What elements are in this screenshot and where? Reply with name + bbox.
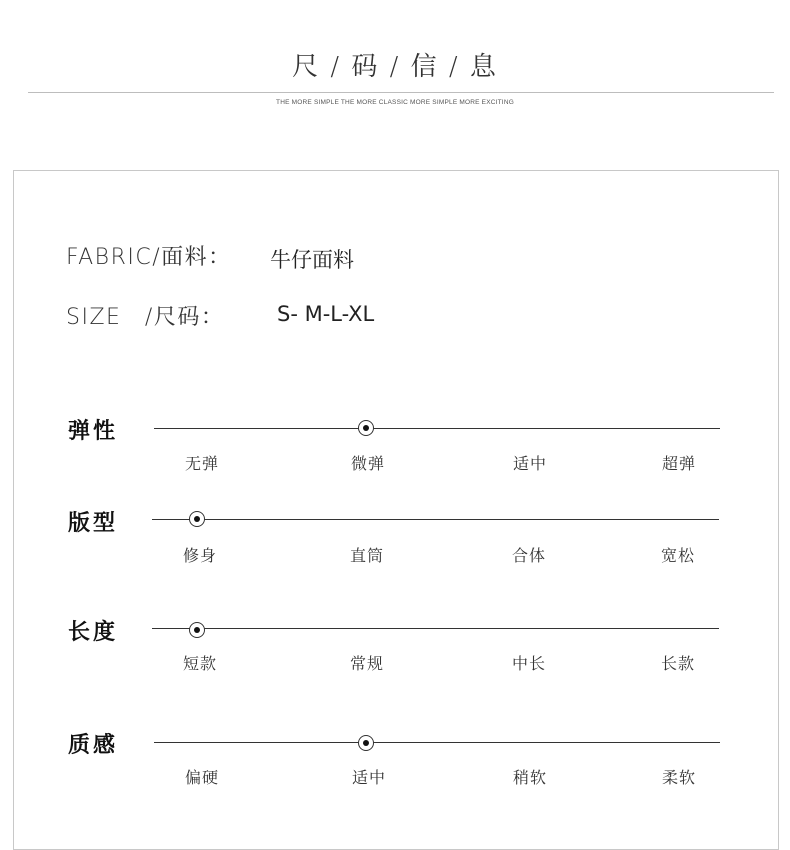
length-option: 中长 bbox=[511, 654, 546, 673]
length-option: 短款 bbox=[182, 654, 217, 673]
size-value: S- M-L-XL bbox=[277, 302, 375, 326]
texture-option: 适中 bbox=[351, 768, 386, 787]
fabric-value: 牛仔面料 bbox=[270, 248, 354, 272]
length-scale-track bbox=[152, 628, 719, 629]
page-title: 尺 / 码 / 信 / 息 bbox=[292, 52, 498, 82]
page-subtitle: THE MORE SIMPLE THE MORE CLASSIC MORE SIMPLE MORE EXCITING bbox=[276, 99, 514, 106]
fabric-label: FABRIC/面料： bbox=[66, 245, 232, 270]
length-selected-marker bbox=[189, 622, 205, 638]
fit-option: 合体 bbox=[511, 546, 546, 565]
fit-option: 宽松 bbox=[660, 546, 695, 565]
fit-selected-marker bbox=[189, 511, 205, 527]
texture-selected-marker bbox=[358, 735, 374, 751]
fit-option: 直筒 bbox=[349, 546, 384, 565]
attribute-label-fit: 版型 bbox=[68, 511, 119, 536]
elasticity-option: 无弹 bbox=[184, 454, 219, 473]
length-option: 长款 bbox=[660, 654, 695, 673]
elasticity-scale-track bbox=[154, 428, 720, 429]
attribute-label-texture: 质感 bbox=[68, 733, 119, 758]
elasticity-option: 超弹 bbox=[661, 454, 696, 473]
texture-option: 稍软 bbox=[512, 768, 547, 787]
texture-scale-track bbox=[154, 742, 720, 743]
elasticity-selected-marker bbox=[358, 420, 374, 436]
texture-option: 偏硬 bbox=[184, 768, 219, 787]
length-option: 常规 bbox=[349, 654, 384, 673]
attribute-label-length: 长度 bbox=[68, 620, 119, 645]
elasticity-option: 适中 bbox=[512, 454, 547, 473]
elasticity-option: 微弹 bbox=[350, 454, 385, 473]
size-label: SIZE /尺码： bbox=[66, 305, 225, 330]
fit-option: 修身 bbox=[182, 546, 217, 565]
texture-option: 柔软 bbox=[661, 768, 696, 787]
attribute-label-elasticity: 弹性 bbox=[68, 419, 119, 444]
fit-scale-track bbox=[152, 519, 719, 520]
size-info-panel bbox=[13, 170, 779, 850]
title-divider bbox=[28, 92, 774, 93]
